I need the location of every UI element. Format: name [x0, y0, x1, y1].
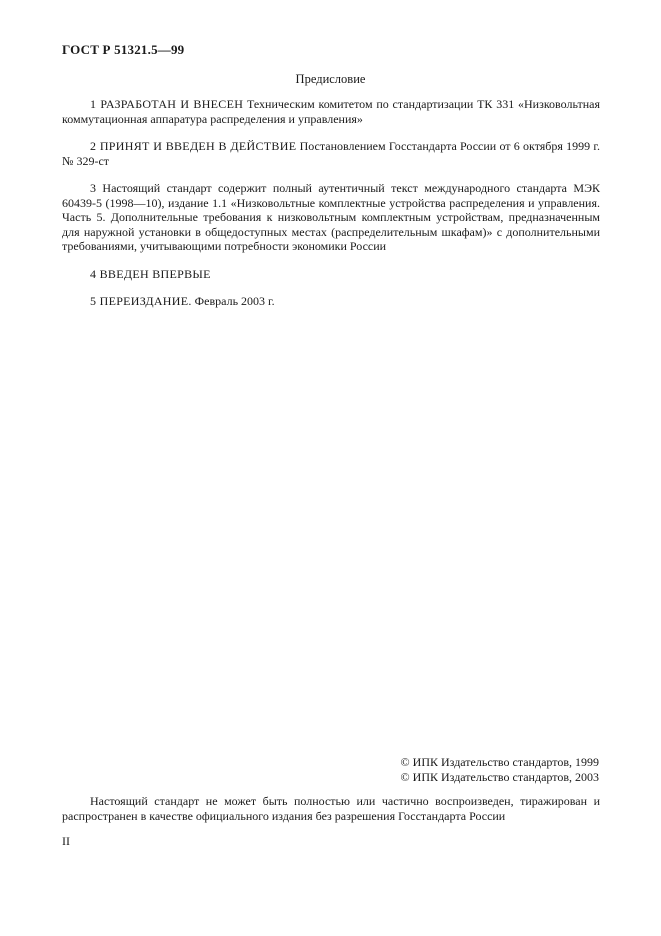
preface-item-4 [62, 267, 600, 282]
copyright-block [401, 755, 599, 784]
preface-item-5-lead: 5 ПЕРЕИЗДАНИЕ. [90, 294, 192, 308]
preface-item-5 [62, 294, 600, 309]
preface-title: Предисловие [295, 72, 366, 86]
preface-item-1 [62, 97, 600, 126]
page-number: II [62, 834, 70, 848]
preface-item-5-text: Февраль 2003 г. [191, 294, 275, 308]
reproduction-notice: Настоящий стандарт не может быть полностью или частично воспроизведен, тиражирован и распространен в качестве официального издания без разрешения Госстандарта России [62, 794, 600, 823]
copyright-line-2003: © ИПК Издательство стандартов, 2003 [400, 769, 599, 784]
preface-item-2-text: Постановлением Госстандарта России от 6 октября 1999 г. № 329-ст [62, 139, 600, 168]
preface-item-2 [62, 139, 600, 168]
preface-item-4-lead: 4 ВВЕДЕН ВПЕРВЫЕ [90, 266, 211, 281]
preface-item-3-text: 3 Настоящий стандарт содержит полный аутентичный текст международного стандарта МЭК 60439-5 (1998—10), издание 1.1 «Низковольтные комплектные устройства распределения и управления. Часть 5. Дополнительные требования к низковольтным комплектным устройствам, предназначенным для наружной установки в общедоступных местах (распределительным шкафам)» с дополнительными требованиями, учитывающими потребности экономики России [62, 181, 600, 253]
preface-item-1-text: Техническим комитетом по стандартизации ТК 331 «Низковольтная коммутационная аппаратура распределения и управления» [62, 97, 601, 126]
preface-item-1-lead: 1 РАЗРАБОТАН И ВНЕСЕН [90, 97, 244, 111]
preface-item-2-lead: 2 ПРИНЯТ И ВВЕДЕН В ДЕЙСТВИЕ [90, 139, 297, 153]
document-code-header: ГОСТ Р 51321.5—99 [62, 42, 185, 57]
copyright-line-1999: © ИПК Издательство стандартов, 1999 [400, 755, 599, 769]
preface-item-3 [62, 181, 600, 254]
preface-items [62, 97, 600, 322]
